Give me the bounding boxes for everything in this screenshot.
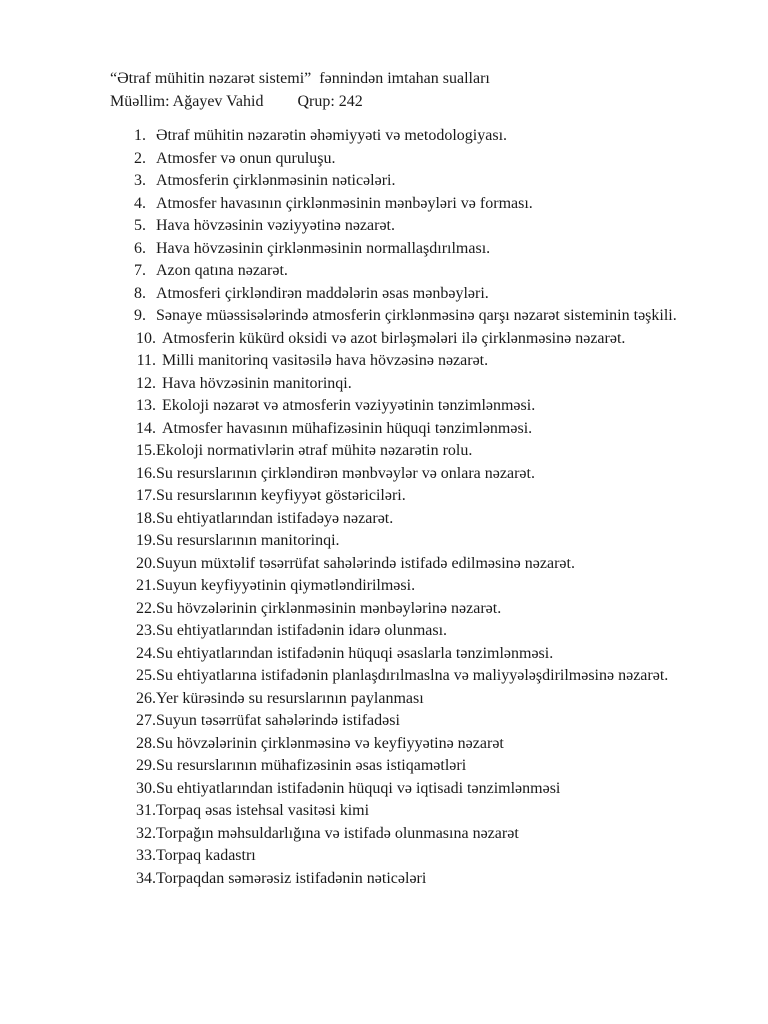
question-number: 34. bbox=[136, 869, 156, 887]
question-number: 5. bbox=[134, 217, 146, 234]
question-item bbox=[130, 283, 712, 306]
question-item bbox=[130, 823, 712, 846]
question-text: Su resurslarının çirkləndirən mənbvəylər və onlara nəzarət. bbox=[156, 464, 535, 482]
question-number: 13. bbox=[136, 397, 156, 414]
question-number: 18. bbox=[136, 509, 156, 527]
question-text: Torpaq kadastrı bbox=[156, 847, 256, 864]
question-item bbox=[130, 553, 712, 576]
question-text: Atmosfer havasının mühafizəsinin hüquqi tənzimlənməsi. bbox=[162, 419, 533, 437]
question-item bbox=[130, 170, 712, 193]
question-text: Hava hövzəsinin manitorinqi. bbox=[162, 374, 352, 392]
question-number: 2. bbox=[134, 149, 146, 167]
document-title: “Ətraf mühitin nəzarət sistemi” fənnindən imtahan sualları bbox=[110, 70, 490, 87]
question-text: Torpağın məhsuldarlığına və istifadə olunmasına nəzarət bbox=[156, 824, 519, 842]
question-text: Su ehtiyatlarından istifadənin hüquqi və iqtisadi tənzimlənməsi bbox=[156, 779, 561, 797]
question-text: Atmosfer və onun quruluşu. bbox=[156, 149, 336, 167]
question-number: 8. bbox=[134, 284, 146, 302]
question-item bbox=[130, 778, 712, 801]
question-item bbox=[130, 305, 712, 328]
question-number: 14. bbox=[136, 419, 156, 437]
question-item bbox=[130, 485, 712, 508]
exam-question-list bbox=[130, 125, 712, 890]
question-item bbox=[130, 665, 712, 688]
question-number: 33. bbox=[136, 847, 156, 864]
question-number: 16. bbox=[136, 464, 156, 482]
question-text: Su resurslarının mühafizəsinin əsas istiqamətləri bbox=[156, 757, 467, 774]
question-text: Yer kürəsində su resurslarının paylanması bbox=[156, 689, 424, 707]
question-text: Su hövzələrinin çirklənməsinə və keyfiyyətinə nəzarət bbox=[156, 734, 504, 752]
question-text: Suyun keyfiyyətinin qiymətləndirilməsi. bbox=[156, 577, 416, 594]
question-text: Ekoloji nəzarət və atmosferin vəziyyətinin tənzimlənməsi. bbox=[162, 397, 536, 414]
question-text: Su ehtiyatlarına istifadənin planlaşdırılmaslna və maliyyələşdirilməsinə nəzarət. bbox=[156, 667, 669, 684]
question-number: 4. bbox=[134, 194, 146, 212]
question-number: 26. bbox=[136, 689, 156, 707]
question-number: 27. bbox=[136, 712, 156, 729]
question-text: Ekoloji normativlərin ətraf mühitə nəzarətin rolu. bbox=[156, 442, 473, 459]
question-text: Atmosfer havasının çirklənməsinin mənbəyləri və forması. bbox=[156, 194, 533, 212]
teacher-name: Müəllim: Ağayev Vahid bbox=[110, 92, 264, 110]
question-item bbox=[130, 440, 712, 463]
question-item bbox=[130, 530, 712, 553]
question-item bbox=[130, 328, 712, 351]
question-text: Su ehtiyatlarından istifadənin idarə olunması. bbox=[156, 622, 448, 639]
question-item bbox=[130, 575, 712, 598]
question-number: 11. bbox=[136, 352, 156, 369]
question-item bbox=[130, 643, 712, 666]
question-text: Suyun müxtəlif təsərrüfat sahələrində istifadə edilməsinə nəzarət. bbox=[156, 554, 575, 572]
teacher-group-line bbox=[110, 91, 490, 114]
question-text: Atmosferin çirklənməsinin nəticələri. bbox=[156, 172, 396, 189]
question-text: Ətraf mühitin nəzarətin əhəmiyyəti və metodologiyası. bbox=[156, 127, 508, 144]
question-item bbox=[130, 868, 712, 891]
question-number: 28. bbox=[136, 734, 156, 752]
group-number: Qrup: 242 bbox=[297, 92, 363, 110]
question-text: Torpaqdan səmərəsiz istifadənin nəticələri bbox=[156, 869, 427, 887]
question-number: 15. bbox=[136, 442, 156, 459]
question-item bbox=[130, 193, 712, 216]
question-item bbox=[130, 710, 712, 733]
question-text: Su resurslarının keyfiyyət göstəriciləri. bbox=[156, 487, 406, 504]
question-item bbox=[130, 463, 712, 486]
question-item bbox=[130, 688, 712, 711]
question-text: Su ehtiyatlarından istifadənin hüquqi əsaslarla tənzimlənməsi. bbox=[156, 644, 554, 662]
question-text: Atmosferin kükürd oksidi və azot birləşmələri ilə çirklənməsinə nəzarət. bbox=[162, 329, 626, 347]
question-number: 1. bbox=[134, 127, 146, 144]
question-text: Su ehtiyatlarından istifadəyə nəzarət. bbox=[156, 509, 394, 527]
question-item bbox=[130, 733, 712, 756]
question-item bbox=[130, 418, 712, 441]
question-item bbox=[130, 620, 712, 643]
question-number: 23. bbox=[136, 622, 156, 639]
question-number: 32. bbox=[136, 824, 156, 842]
question-item bbox=[130, 395, 712, 418]
question-number: 6. bbox=[134, 239, 146, 257]
question-text: Su resurslarının manitorinqi. bbox=[156, 532, 340, 549]
question-item bbox=[130, 373, 712, 396]
question-number: 17. bbox=[136, 487, 156, 504]
question-number: 12. bbox=[136, 374, 156, 392]
question-item bbox=[130, 148, 712, 171]
question-text: Milli manitorinq vasitəsilə hava hövzəsinə nəzarət. bbox=[162, 352, 489, 369]
question-number: 9. bbox=[134, 307, 146, 324]
question-item bbox=[130, 215, 712, 238]
question-number: 25. bbox=[136, 667, 156, 684]
question-number: 10. bbox=[136, 329, 156, 347]
question-item bbox=[130, 238, 712, 261]
question-text: Torpaq əsas istehsal vasitəsi kimi bbox=[156, 802, 370, 819]
question-item bbox=[130, 125, 712, 148]
question-item bbox=[130, 755, 712, 778]
question-item bbox=[130, 260, 712, 283]
question-number: 20. bbox=[136, 554, 156, 572]
question-number: 7. bbox=[134, 262, 146, 279]
question-text: Hava hövzəsinin vəziyyətinə nəzarət. bbox=[156, 217, 395, 234]
question-number: 24. bbox=[136, 644, 156, 662]
question-number: 29. bbox=[136, 757, 156, 774]
question-text: Sənaye müəssisələrində atmosferin çirklənməsinə qarşı nəzarət sisteminin təşkili. bbox=[156, 307, 677, 324]
question-number: 19. bbox=[136, 532, 156, 549]
question-item bbox=[130, 800, 712, 823]
document-header bbox=[110, 68, 490, 113]
question-item bbox=[130, 350, 712, 373]
question-text: Suyun təsərrüfat sahələrində istifadəsi bbox=[156, 712, 400, 729]
question-text: Atmosferi çirkləndirən maddələrin əsas mənbəyləri. bbox=[156, 284, 489, 302]
question-number: 30. bbox=[136, 779, 156, 797]
question-item bbox=[130, 845, 712, 868]
question-text: Su hövzələrinin çirklənməsinin mənbəylərinə nəzarət. bbox=[156, 599, 502, 617]
question-number: 21. bbox=[136, 577, 156, 594]
question-item bbox=[130, 508, 712, 531]
question-text: Hava hövzəsinin çirklənməsinin normallaşdırılması. bbox=[156, 239, 491, 257]
question-number: 3. bbox=[134, 172, 146, 189]
question-number: 22. bbox=[136, 599, 156, 617]
question-number: 31. bbox=[136, 802, 156, 819]
question-text: Azon qatına nəzarət. bbox=[156, 262, 288, 279]
question-item bbox=[130, 598, 712, 621]
